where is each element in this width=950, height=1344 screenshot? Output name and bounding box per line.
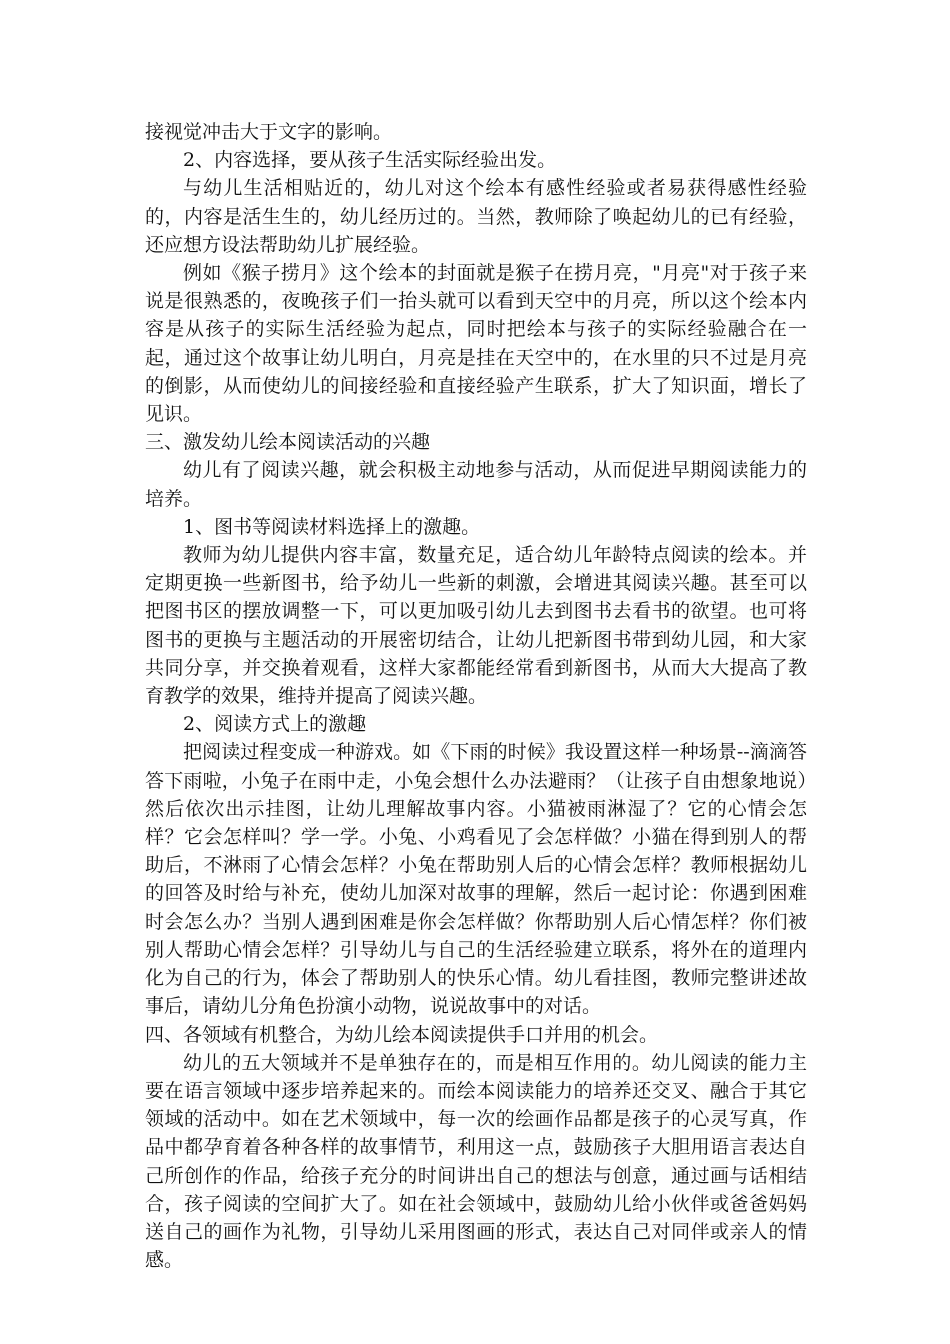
paragraph: 与幼儿生活相贴近的，幼儿对这个绘本有感性经验或者易获得感性经验的，内容是活生生的，幼儿经历过的。当然，教师除了唤起幼儿的已有经验，还应想方设法帮助幼儿扩展经验。 xyxy=(145,177,807,256)
subheading: 1、图书等阅读材料选择上的激趣。 xyxy=(183,515,481,538)
paragraph: 幼儿有了阅读兴趣，就会积极主动地参与活动，从而促进早期阅读能力的培养。 xyxy=(145,459,807,510)
section-heading: 四、各领域有机整合，为幼儿绘本阅读提供手口并用的机会。 xyxy=(145,1023,659,1046)
paragraph: 把阅读过程变成一种游戏。如《下雨的时候》我设置这样一种场景--滴滴答答下雨啦，小兔子在雨中走，小兔会想什么办法避雨？（让孩子自由想象地说）然后依次出示挂图，让幼儿理解故事内容。小猫被雨淋湿了？它的心情会怎样？它会怎样叫？学一学。小兔、小鸡看见了会怎样做？小猫在得到别人的帮助后，不淋雨了心情会怎样？小兔在帮助别人后的心情会怎样？教师根据幼儿的回答及时给与补充，使幼儿加深对故事的理解，然后一起讨论：你遇到困难时会怎么办？当别人遇到困难是你会怎样做？你帮助别人后心情怎样？你们被别人帮助心情会怎样？引导幼儿与自己的生活经验建立联系，将外在的道理内化为自己的行为，体会了帮助别人的快乐心情。幼儿看挂图，教师完整讲述故事后，请幼儿分角色扮演小动物，说说故事中的对话。 xyxy=(145,741,807,1018)
paragraph: 幼儿的五大领域并不是单独存在的，而是相互作用的。幼儿阅读的能力主要在语言领域中逐步培养起来的。而绘本阅读能力的培养还交叉、融合于其它领域的活动中。如在艺术领域中，每一次的绘画作品都是孩子的心灵写真，作品中都孕育着各种各样的故事情节，利用这一点，鼓励孩子大胆用语言表达自己所创作的作品，给孩子充分的时间讲出自己的想法与创意，通过画与话相结合，孩子阅读的空间扩大了。如在社会领域中，鼓励幼儿给小伙伴或爸爸妈妈送自己的画作为礼物，引导幼儿采用图画的形式，表达自己对同伴或亲人的情感。 xyxy=(145,1051,807,1272)
document-body xyxy=(145,118,807,1274)
paragraph: 接视觉冲击大于文字的影响。 xyxy=(145,121,393,143)
subheading: 2、阅读方式上的激趣 xyxy=(183,713,367,736)
section-heading: 三、激发幼儿绘本阅读活动的兴趣 xyxy=(145,431,431,454)
paragraph: 教师为幼儿提供内容丰富，数量充足，适合幼儿年龄特点阅读的绘本。并定期更换一些新图书，给予幼儿一些新的刺激，会增进其阅读兴趣。甚至可以把图书区的摆放调整一下，可以更加吸引幼儿去到图书去看书的欲望。也可将图书的更换与主题活动的开展密切结合，让幼儿把新图书带到幼儿园，和大家共同分享，并交换着观看，这样大家都能经常看到新图书，从而大大提高了教育教学的效果，维持并提高了阅读兴趣。 xyxy=(145,544,807,708)
paragraph: 例如《猴子捞月》这个绘本的封面就是猴子在捞月亮，"月亮"对于孩子来说是很熟悉的，夜晚孩子们一抬头就可以看到天空中的月亮，所以这个绘本内容是从孩子的实际生活经验为起点，同时把绘本与孩子的实际经验融合在一起，通过这个故事让幼儿明白，月亮是挂在天空中的，在水里的只不过是月亮的倒影，从而使幼儿的间接经验和直接经验产生联系，扩大了知识面，增长了见识。 xyxy=(145,262,807,426)
subheading: 2、内容选择，要从孩子生活实际经验出发。 xyxy=(183,149,557,172)
